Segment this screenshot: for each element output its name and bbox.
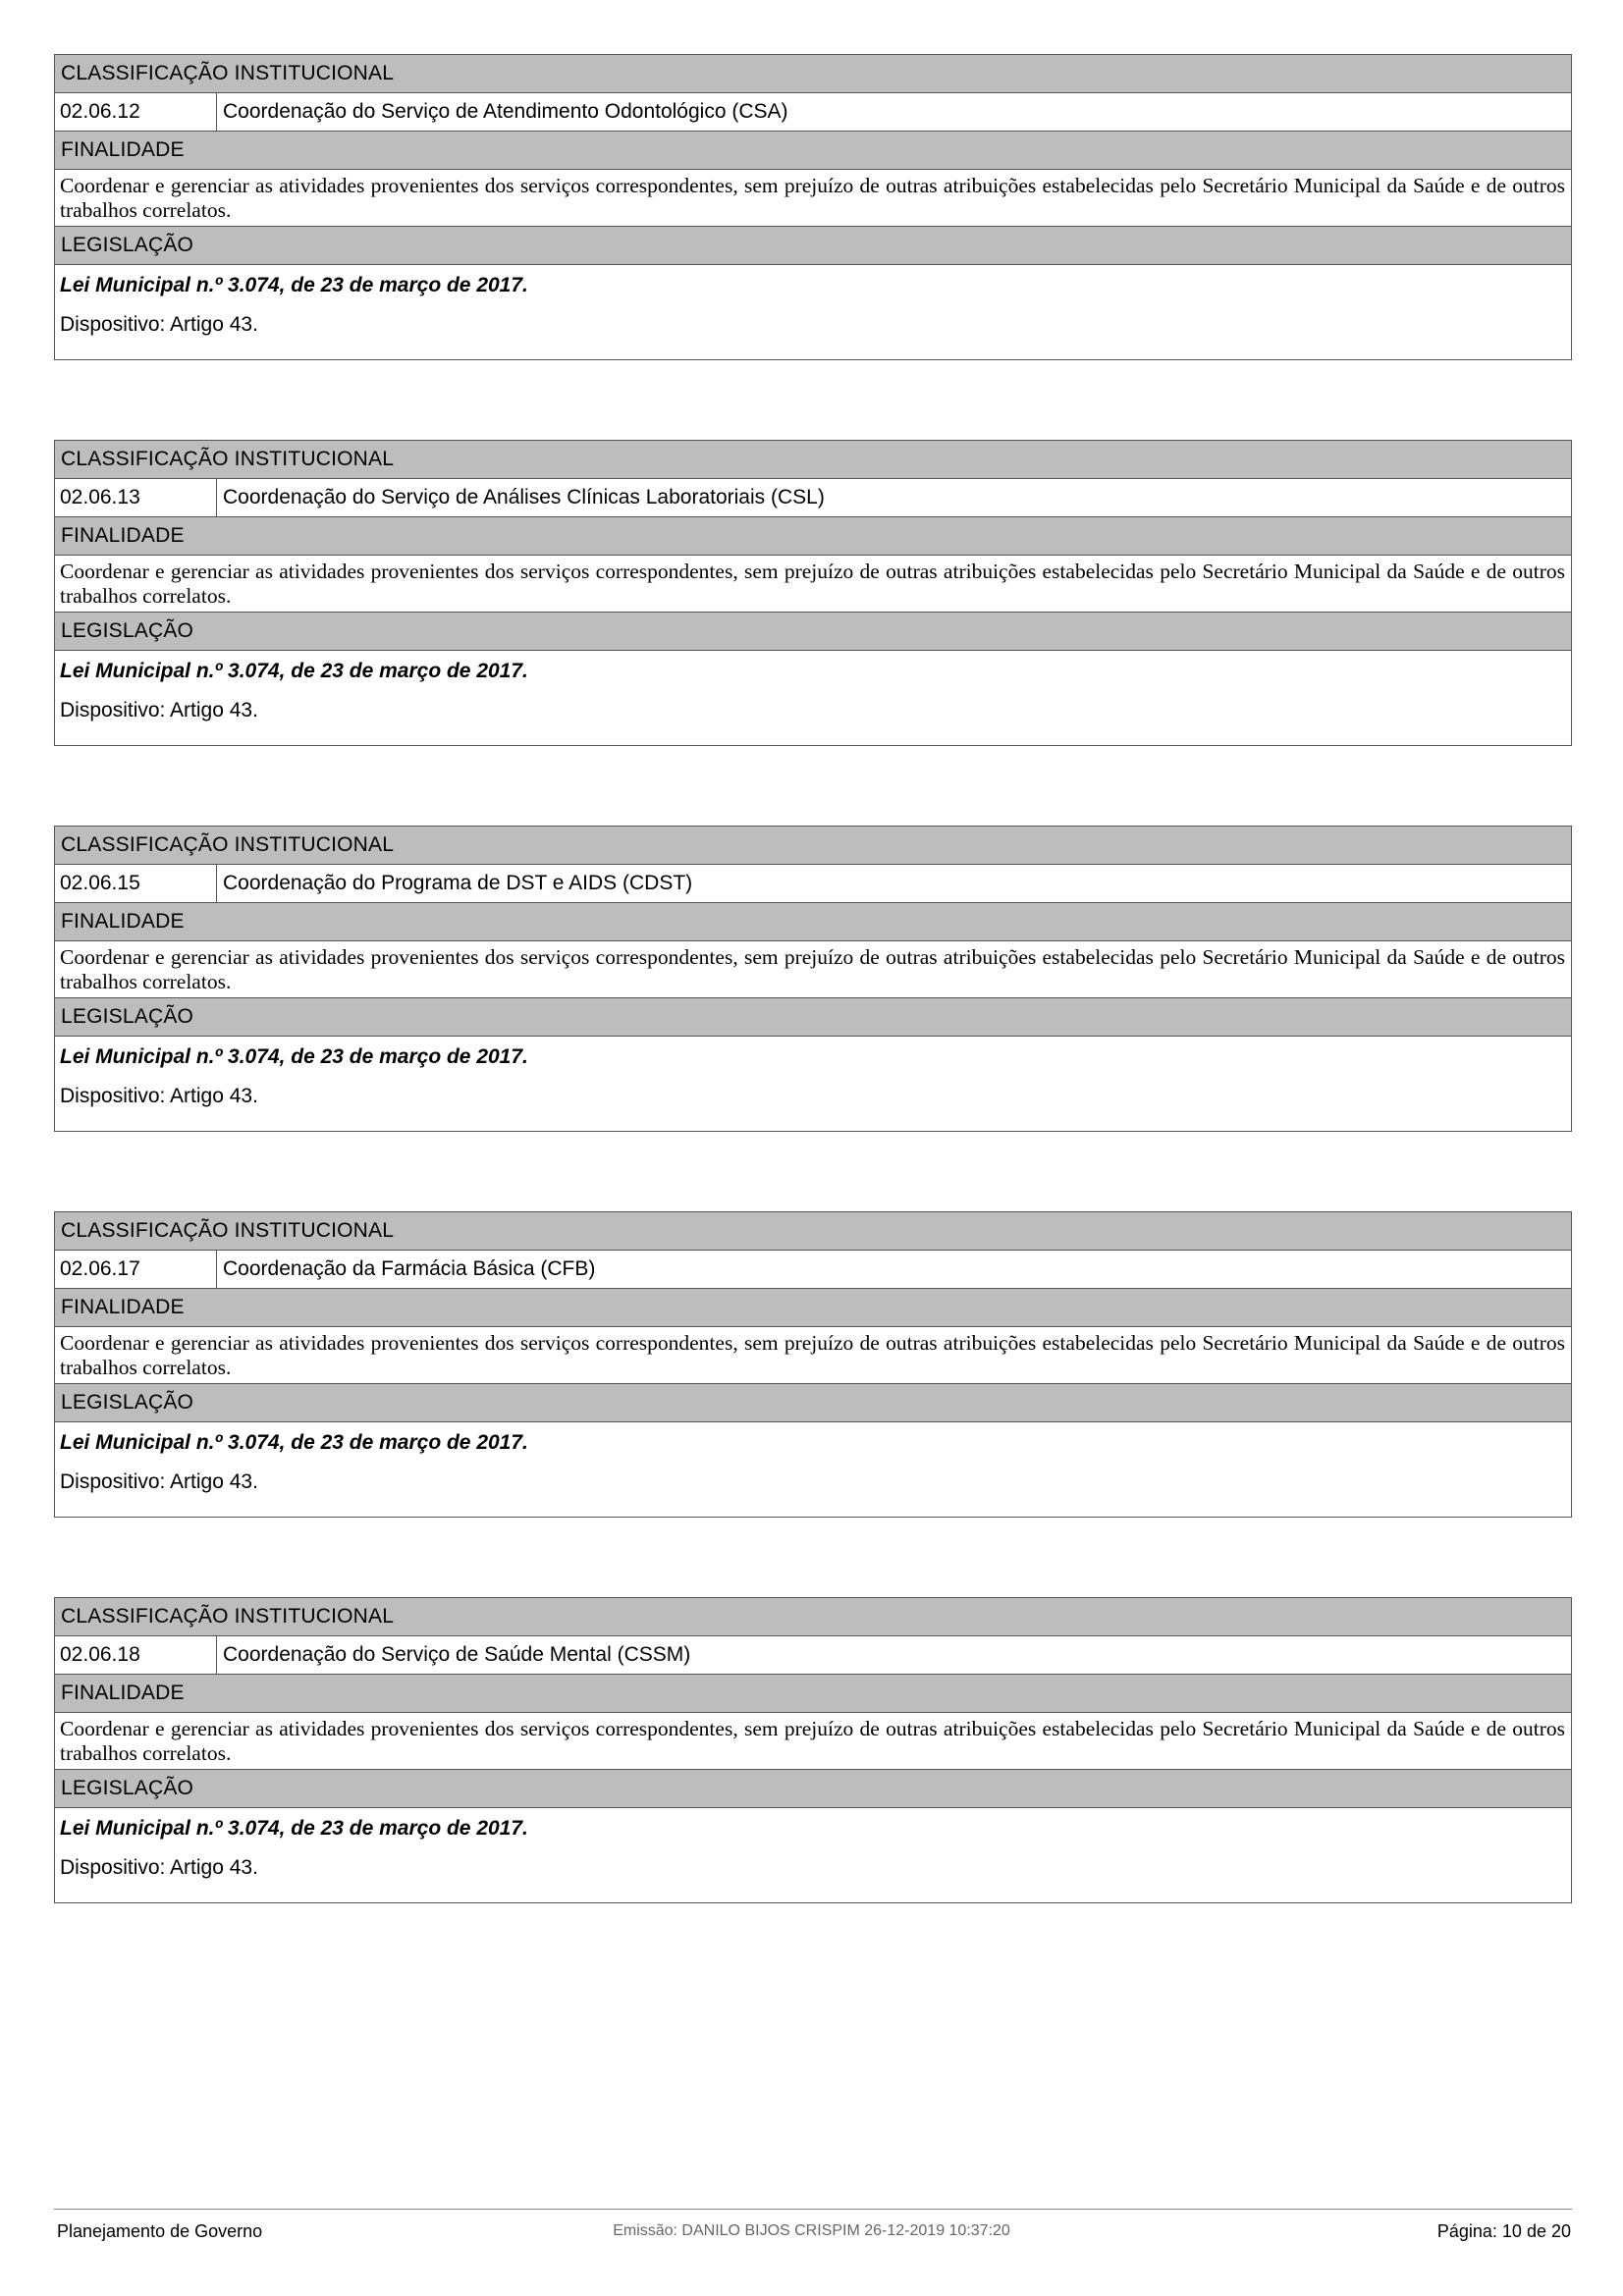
finalidade-text: Coordenar e gerenciar as atividades provenientes dos serviços correspondentes, sem prejuízo de outras atribuições estabelecidas pelo Secretário Municipal da Saúde e de outros trabalhos correlatos. <box>55 170 1571 227</box>
classification-row <box>55 1636 1571 1675</box>
dispositivo-text: Dispositivo: Artigo 43. <box>60 699 258 721</box>
lei-text: Lei Municipal n.º 3.074, de 23 de março de 2017. <box>60 1045 528 1068</box>
lei-text: Lei Municipal n.º 3.074, de 23 de março de 2017. <box>60 1817 528 1840</box>
section-header-legislacao: LEGISLAÇÃO <box>55 998 1571 1037</box>
finalidade-text: Coordenar e gerenciar as atividades provenientes dos serviços correspondentes, sem prejuízo de outras atribuições estabelecidas pelo Secretário Municipal da Saúde e de outros trabalhos correlatos. <box>55 941 1571 998</box>
classification-row <box>55 93 1571 132</box>
finalidade-text: Coordenar e gerenciar as atividades provenientes dos serviços correspondentes, sem prejuízo de outras atribuições estabelecidas pelo Secretário Municipal da Saúde e de outros trabalhos correlatos. <box>55 556 1571 613</box>
section-header-finalidade: FINALIDADE <box>55 903 1571 941</box>
classification-name: Coordenação do Serviço de Atendimento Odontológico (CSA) <box>223 100 788 123</box>
lei-text: Lei Municipal n.º 3.074, de 23 de março de 2017. <box>60 1431 528 1454</box>
footer-left-text: Planejamento de Governo <box>57 2221 263 2241</box>
classification-code: 02.06.13 <box>55 479 217 516</box>
dispositivo-text: Dispositivo: Artigo 43. <box>60 1470 258 1493</box>
classification-block <box>54 1211 1572 1518</box>
section-header-finalidade: FINALIDADE <box>55 1289 1571 1327</box>
classification-row <box>55 479 1571 517</box>
footer-divider <box>54 2209 1572 2210</box>
classification-code: 02.06.15 <box>55 865 217 902</box>
classification-block <box>54 54 1572 360</box>
section-header-legislacao: LEGISLAÇÃO <box>55 613 1571 651</box>
classification-code: 02.06.12 <box>55 93 217 131</box>
finalidade-text: Coordenar e gerenciar as atividades provenientes dos serviços correspondentes, sem prejuízo de outras atribuições estabelecidas pelo Secretário Municipal da Saúde e de outros trabalhos correlatos. <box>55 1713 1571 1770</box>
legislacao-content <box>55 1422 1571 1517</box>
section-header-legislacao: LEGISLAÇÃO <box>55 1384 1571 1422</box>
classification-block <box>54 1597 1572 1903</box>
section-header-classificacao: CLASSIFICAÇÃO INSTITUCIONAL <box>55 827 1571 865</box>
section-header-finalidade: FINALIDADE <box>55 1675 1571 1713</box>
classification-name: Coordenação do Serviço de Análises Clínicas Laboratoriais (CSL) <box>223 486 825 508</box>
classification-name: Coordenação do Programa de DST e AIDS (CDST) <box>223 872 693 894</box>
legislacao-content <box>55 651 1571 745</box>
classification-row <box>55 1251 1571 1289</box>
footer-page-number: Página: 10 de 20 <box>1436 2221 1571 2241</box>
dispositivo-text: Dispositivo: Artigo 43. <box>60 313 258 336</box>
lei-text: Lei Municipal n.º 3.074, de 23 de março de 2017. <box>60 660 528 682</box>
legislacao-content <box>55 1037 1571 1131</box>
legislacao-content <box>55 1808 1571 1902</box>
section-header-legislacao: LEGISLAÇÃO <box>55 227 1571 265</box>
dispositivo-text: Dispositivo: Artigo 43. <box>60 1856 258 1879</box>
footer-emission-text: Emissão: DANILO BIJOS CRISPIM 26-12-2019 10:37:20 <box>613 2222 1010 2239</box>
section-header-classificacao: CLASSIFICAÇÃO INSTITUCIONAL <box>55 55 1571 93</box>
dispositivo-text: Dispositivo: Artigo 43. <box>60 1085 258 1107</box>
section-header-classificacao: CLASSIFICAÇÃO INSTITUCIONAL <box>55 1598 1571 1636</box>
classification-row <box>55 865 1571 903</box>
classification-block <box>54 440 1572 746</box>
finalidade-text: Coordenar e gerenciar as atividades provenientes dos serviços correspondentes, sem prejuízo de outras atribuições estabelecidas pelo Secretário Municipal da Saúde e de outros trabalhos correlatos. <box>55 1327 1571 1384</box>
section-header-legislacao: LEGISLAÇÃO <box>55 1770 1571 1808</box>
section-header-classificacao: CLASSIFICAÇÃO INSTITUCIONAL <box>55 1212 1571 1251</box>
classification-code: 02.06.17 <box>55 1251 217 1288</box>
lei-text: Lei Municipal n.º 3.074, de 23 de março de 2017. <box>60 274 528 296</box>
classification-code: 02.06.18 <box>55 1636 217 1674</box>
section-header-finalidade: FINALIDADE <box>55 132 1571 170</box>
classification-block <box>54 826 1572 1132</box>
section-header-classificacao: CLASSIFICAÇÃO INSTITUCIONAL <box>55 441 1571 479</box>
classification-name: Coordenação do Serviço de Saúde Mental (CSSM) <box>223 1643 691 1666</box>
section-header-finalidade: FINALIDADE <box>55 517 1571 556</box>
legislacao-content <box>55 265 1571 359</box>
classification-name: Coordenação da Farmácia Básica (CFB) <box>223 1257 596 1280</box>
